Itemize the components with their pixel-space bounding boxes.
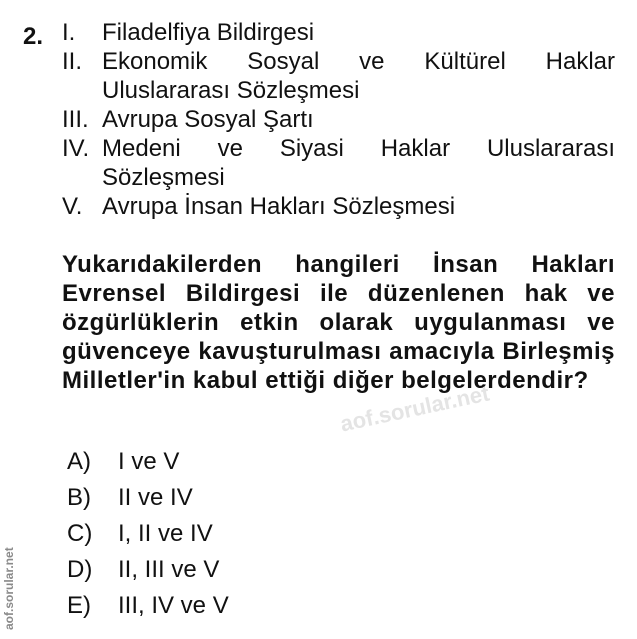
answer-option-e[interactable]: [67, 588, 229, 624]
statement-item: [62, 18, 615, 47]
option-text: III, IV ve V: [118, 592, 229, 619]
statement-text: Avrupa Sosyal Şartı: [102, 106, 314, 133]
option-letter: E): [67, 592, 91, 619]
question-stem: Yukarıdakilerden hangileri İnsan Hakları Evrensel Bildirgesi ile düzenlenen hak ve özgürlüklerin etkin olarak uygulanması ve güvenceye kavuşturulması amacıyla Birleşmiş Milletler'in kabul ettiği diğer belgelerdendir?: [62, 251, 615, 394]
statement-text: Medeni ve Siyasi Haklar Uluslararası Sözleşmesi: [102, 135, 615, 191]
option-letter: C): [67, 520, 93, 547]
statement-text: Ekonomik Sosyal ve Kültürel Haklar Uluslararası Sözleşmesi: [102, 48, 615, 104]
statement-item: [62, 47, 615, 105]
statement-numeral: I.: [62, 19, 76, 46]
watermark: aof.sorular.net: [338, 380, 492, 437]
statement-item: [62, 192, 615, 221]
answer-option-d[interactable]: [67, 552, 229, 588]
option-letter: B): [67, 484, 91, 511]
answer-option-a[interactable]: [67, 444, 229, 480]
option-text: II, III ve V: [118, 556, 220, 583]
statement-text: Avrupa İnsan Hakları Sözleşmesi: [102, 193, 456, 220]
question-number: 2.: [23, 23, 44, 50]
statement-text: Filadelfiya Bildirgesi: [102, 19, 315, 46]
option-text: I, II ve IV: [118, 520, 213, 547]
statement-numeral: V.: [62, 193, 83, 220]
option-text: I ve V: [118, 448, 180, 475]
answer-option-b[interactable]: [67, 480, 229, 516]
option-letter: D): [67, 556, 93, 583]
statement-numeral: III.: [62, 106, 89, 133]
side-watermark: aof.sorular.net: [2, 547, 16, 630]
statement-list: [62, 18, 615, 221]
option-letter: A): [67, 448, 91, 475]
statement-numeral: II.: [62, 48, 83, 75]
statement-item: [62, 134, 615, 192]
statement-item: [62, 105, 615, 134]
answer-options: [67, 444, 229, 624]
option-text: II ve IV: [118, 484, 193, 511]
answer-option-c[interactable]: [67, 516, 229, 552]
statement-numeral: IV.: [62, 135, 90, 162]
